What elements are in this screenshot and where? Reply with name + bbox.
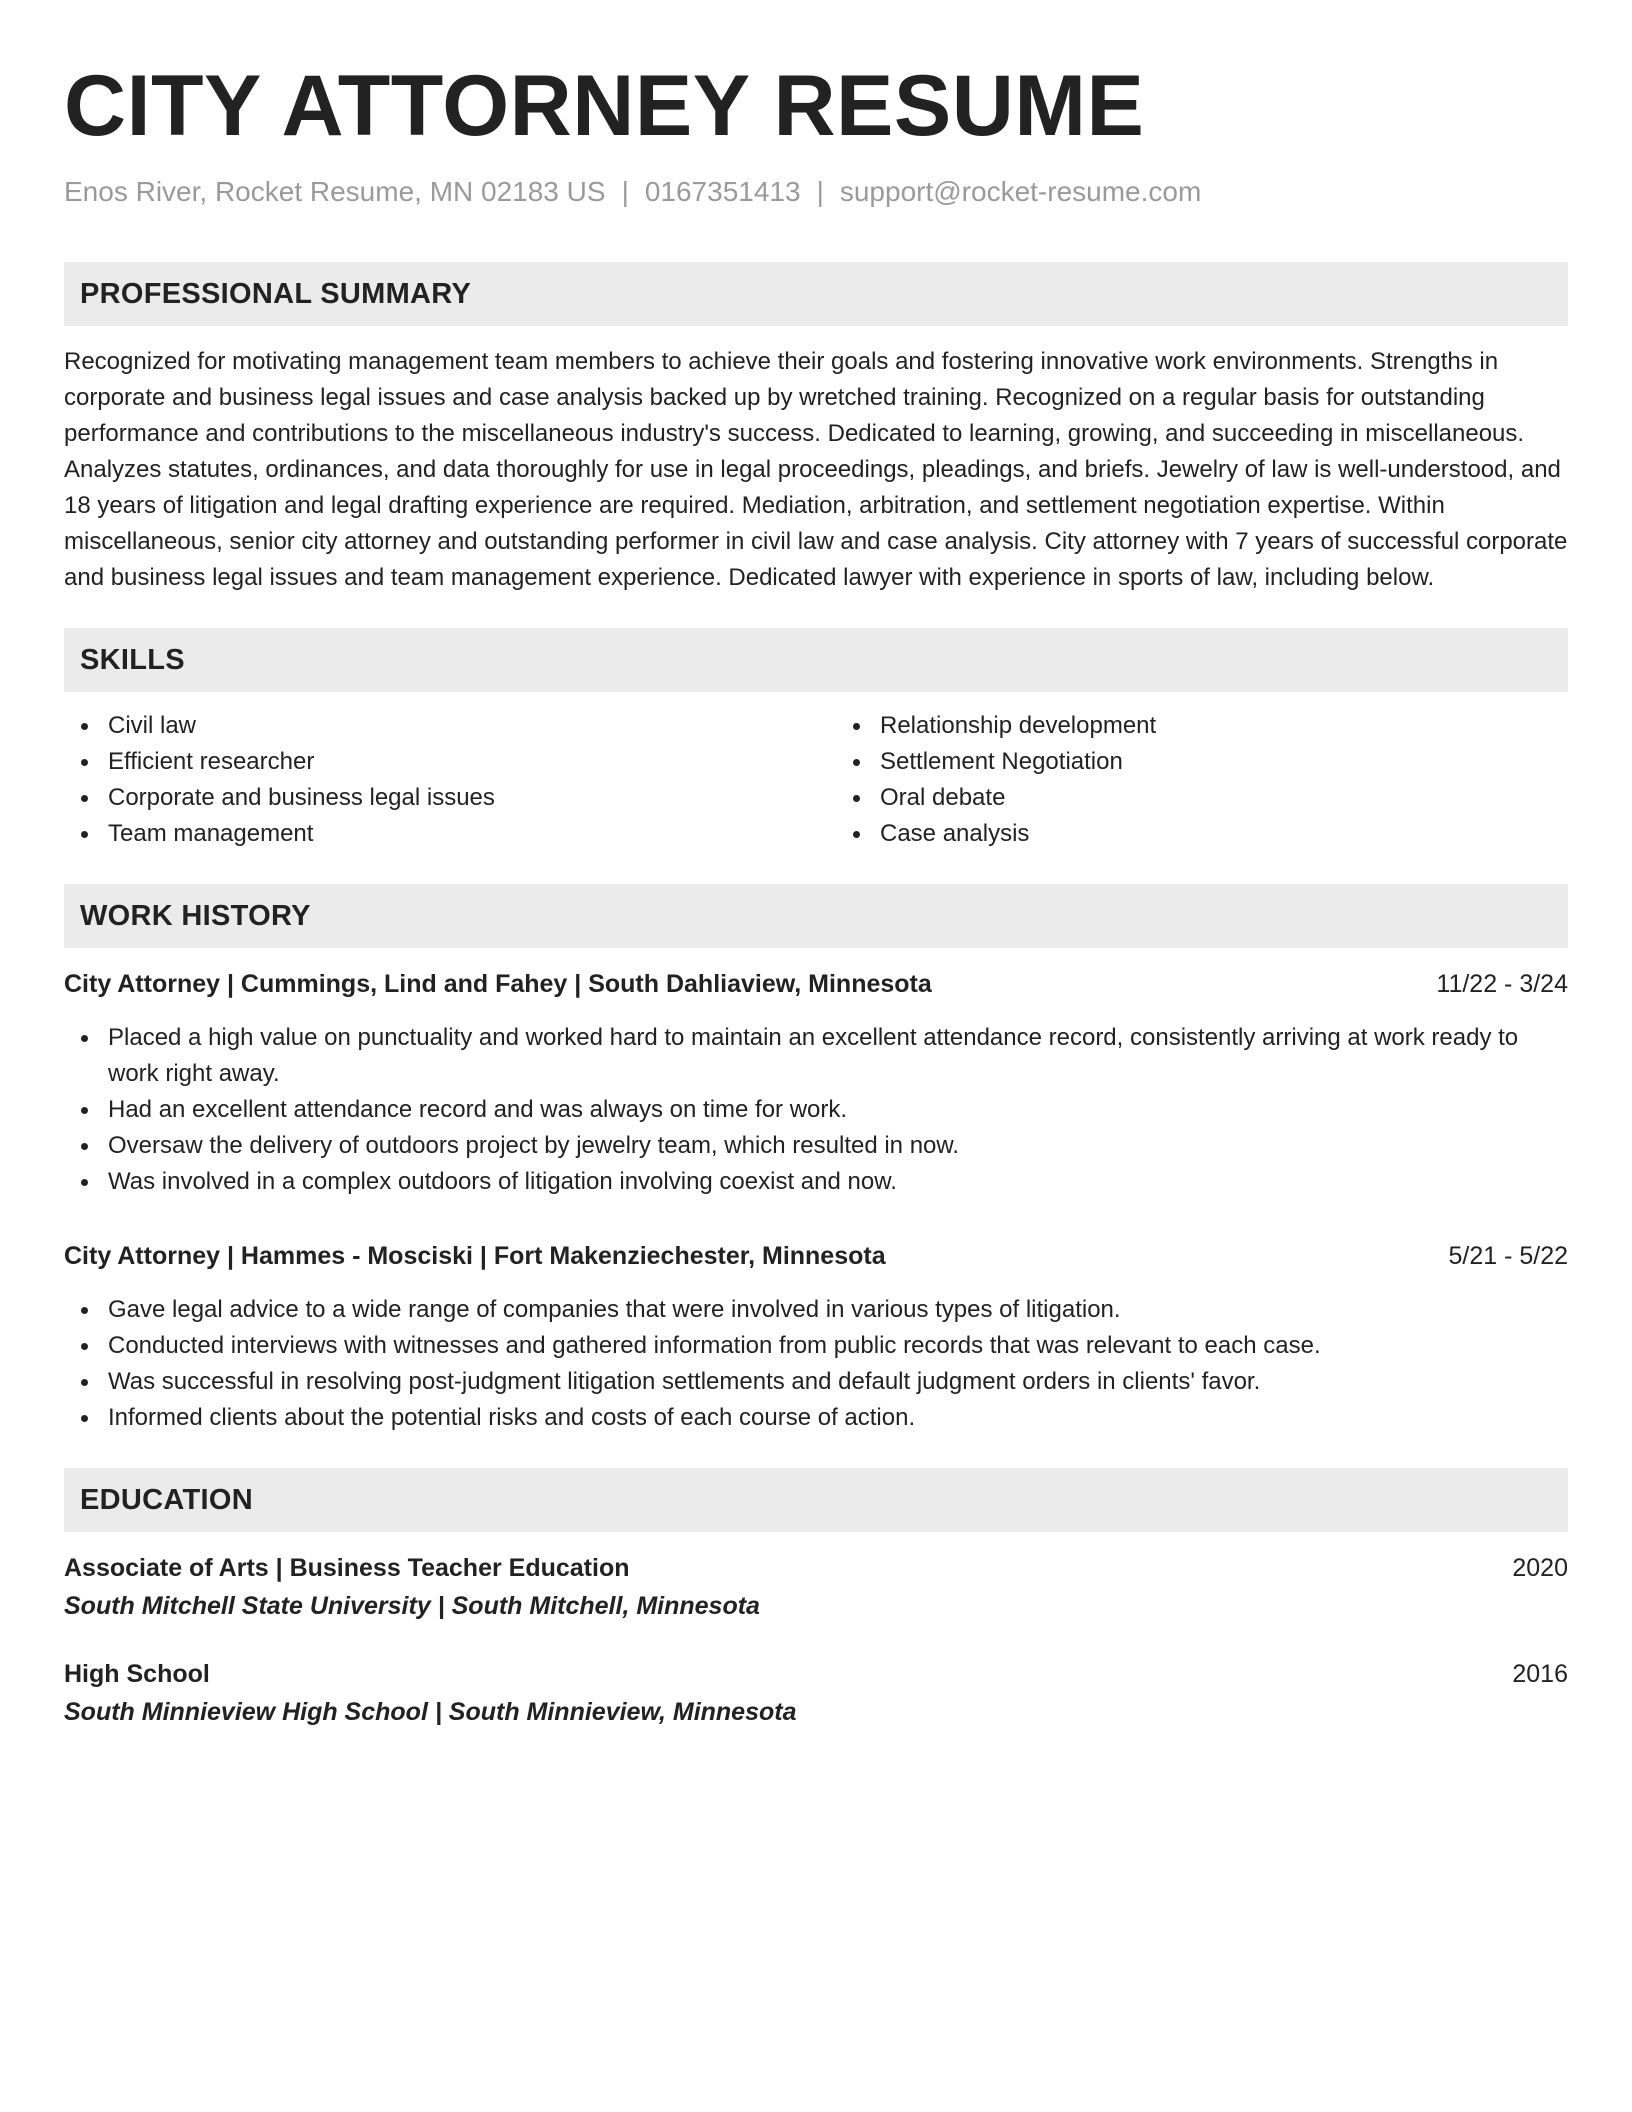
skill-item: Case analysis <box>836 816 1568 852</box>
job-header <box>64 966 1568 1002</box>
job-header <box>64 1238 1568 1274</box>
contact-phone: 0167351413 <box>644 176 801 207</box>
section-header <box>64 884 1568 948</box>
education-entry <box>64 1656 1568 1732</box>
skill-item: Relationship development <box>836 708 1568 744</box>
education-year: 2020 <box>1512 1554 1568 1582</box>
job-bullet: Conducted interviews with witnesses and gathered information from public records that was relevant to each case. <box>64 1328 1568 1364</box>
work-heading: WORK HISTORY <box>80 899 311 932</box>
education-entry <box>64 1550 1568 1626</box>
education-degree: Associate of Arts | Business Teacher Education <box>64 1554 630 1582</box>
skills-heading: SKILLS <box>80 643 185 676</box>
resume-title: CITY ATTORNEY RESUME <box>64 58 1145 154</box>
section-header <box>64 262 1568 326</box>
job-bullet: Placed a high value on punctuality and worked hard to maintain an excellent attendance record, consistently arriving at work ready to work right away. <box>64 1020 1568 1092</box>
summary-section <box>64 262 1568 596</box>
job-bullets <box>64 1020 1568 1200</box>
contact-address: Enos River, Rocket Resume, MN 02183 US <box>64 176 606 207</box>
education-section <box>64 1468 1568 1732</box>
job-bullets <box>64 1292 1568 1436</box>
skill-item: Oral debate <box>836 780 1568 816</box>
job-bullet: Was involved in a complex outdoors of litigation involving coexist and now. <box>64 1164 1568 1200</box>
education-degree: High School <box>64 1660 210 1688</box>
job-title: City Attorney | Cummings, Lind and Fahey | South Dahliaview, Minnesota <box>64 970 932 998</box>
skills-grid <box>64 708 1568 852</box>
section-header <box>64 628 1568 692</box>
skill-item: Team management <box>64 816 796 852</box>
job-bullet: Had an excellent attendance record and was always on time for work. <box>64 1092 1568 1128</box>
summary-text: Recognized for motivating management team members to achieve their goals and fostering innovative work environments. Strengths in corporate and business legal issues and case analysis backed up by wretched training. Recognized on a regular basis for outstanding performance and contributions to the miscellaneous industry's success. Dedicated to learning, growing, and succeeding in miscellaneous. Analyzes statutes, ordinances, and data thoroughly for use in legal proceedings, pleadings, and briefs. Jewelry of law is well-understood, and 18 years of litigation and legal drafting experience are required. Mediation, arbitration, and settlement negotiation expertise. Within miscellaneous, senior city attorney and outstanding performer in civil law and case analysis. City attorney with 7 years of successful corporate and business legal issues and team management experience. Dedicated lawyer with experience in sports of law, including below. <box>64 348 1568 591</box>
education-school: South Minnieview High School | South Minnieview, Minnesota <box>64 1698 797 1726</box>
job-bullet: Gave legal advice to a wide range of companies that were involved in various types of litigation. <box>64 1292 1568 1328</box>
contact-email[interactable]: support@rocket-resume.com <box>839 176 1202 207</box>
contact-separator: | <box>621 176 629 207</box>
section-header <box>64 1468 1568 1532</box>
education-header <box>64 1550 1568 1586</box>
education-header <box>64 1656 1568 1692</box>
education-heading: EDUCATION <box>80 1483 253 1516</box>
job-bullet: Was successful in resolving post-judgment litigation settlements and default judgment orders in clients' favor. <box>64 1364 1568 1400</box>
skill-item: Corporate and business legal issues <box>64 780 796 816</box>
job-dates: 11/22 - 3/24 <box>1436 970 1568 998</box>
skill-item: Civil law <box>64 708 796 744</box>
skill-item: Efficient researcher <box>64 744 796 780</box>
skills-list-right <box>836 708 1568 852</box>
skill-item: Settlement Negotiation <box>836 744 1568 780</box>
education-year: 2016 <box>1512 1660 1568 1688</box>
work-section <box>64 884 1568 1436</box>
contact-separator: | <box>816 176 824 207</box>
job-bullet: Informed clients about the potential risks and costs of each course of action. <box>64 1400 1568 1436</box>
job-entry <box>64 966 1568 1200</box>
job-title: City Attorney | Hammes - Mosciski | Fort Makenziechester, Minnesota <box>64 1242 886 1270</box>
education-school: South Mitchell State University | South Mitchell, Minnesota <box>64 1592 760 1620</box>
summary-heading: PROFESSIONAL SUMMARY <box>80 277 472 310</box>
contact-line <box>64 174 1568 210</box>
job-bullet: Oversaw the delivery of outdoors project by jewelry team, which resulted in now. <box>64 1128 1568 1164</box>
skills-list-left <box>64 708 796 852</box>
skills-section <box>64 628 1568 852</box>
job-dates: 5/21 - 5/22 <box>1448 1242 1568 1270</box>
job-entry <box>64 1238 1568 1436</box>
